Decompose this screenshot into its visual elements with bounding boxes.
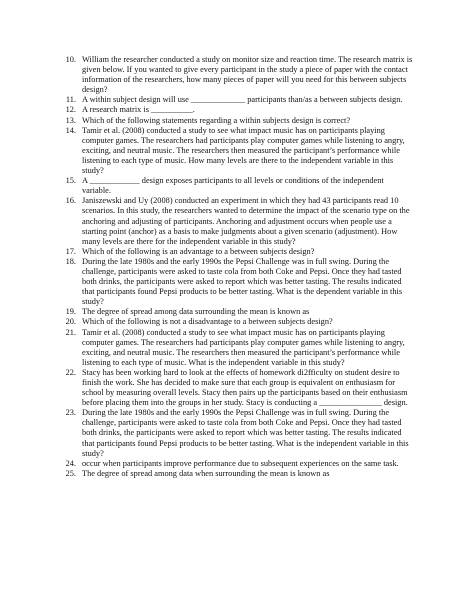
question-text: William the researcher conducted a study on monitor size and reaction time. The research matrix is given below. If you wanted to give every participant in the study a piece of paper with the contact information of the researchers, how many pieces of paper will you need for this between subjects design?	[82, 55, 413, 95]
question-text: A within subject design will use _____________ participants than/as a between subjects design.	[82, 95, 403, 105]
question-item	[58, 459, 414, 469]
question-item	[58, 116, 414, 126]
question-number: 22.	[65, 367, 76, 377]
question-number: 12.	[65, 105, 76, 115]
question-text: Janiszewski and Uy (2008) conducted an experiment in which they had 43 participants read 10 scenarios. In this study, the researchers wanted to determine the impact of the scenario type on the anchoring and adjusting of participants. Anchoring and adjustment occurs when people use a starting point (anchor) as a basis to make judgments about a given scenario (adjustment). How many levels are there for the independent variable in this study?	[82, 196, 410, 246]
question-item	[58, 176, 414, 196]
question-number: 23.	[65, 408, 76, 418]
question-text: A ____________ design exposes participants to all levels or conditions of the independent variable.	[82, 176, 384, 196]
question-item	[58, 247, 414, 257]
question-number: 13.	[65, 115, 76, 125]
question-text: A research matrix is __________.	[82, 105, 195, 115]
question-number: 11.	[65, 95, 76, 105]
question-item	[58, 95, 414, 105]
question-number: 16.	[65, 196, 76, 206]
question-number: 10.	[65, 55, 76, 64]
question-number: 19.	[65, 307, 76, 317]
question-text: occur when participants improve performance due to subsequent experiences on the same task.	[82, 458, 399, 468]
question-text: Which of the following is not a disadvantage to a between subjects design?	[82, 317, 333, 327]
question-number: 17.	[65, 246, 76, 256]
question-text: Stacy has been working hard to look at the effects of homework di2fficulty on student desire to finish the work. She has decided to make sure that each group is equivalent on enthusiasm for school by measuring overall levels. Stacy then pairs up the participants based on their enthusiasm before placing them into the groups in her study. Stacy is conducting a _______________ design.	[82, 367, 408, 408]
question-item	[58, 257, 414, 307]
question-item	[58, 196, 414, 246]
question-number: 15.	[65, 176, 76, 186]
question-text: Which of the following is an advantage to a between subjects design?	[82, 246, 315, 256]
question-text: Tamir et al. (2008) conducted a study to see what impact music has on participants playing computer games. The researchers had participants play computer games while listening to angry, exciting, and neutral music. The researchers then measured the participant’s performance while listening to each type of music. How many levels are there to the independent variable in this study?	[82, 125, 405, 176]
question-text: During the late 1980s and the early 1990s the Pepsi Challenge was in full swing. During the challenge, participants were asked to taste cola from both Coke and Pepsi. Once they had tasted both drinks, the participants were asked to report which was better tasting. The results indicated that participants found Pepsi products to be better tasting. What is the dependent variable in this study?	[82, 256, 403, 307]
question-number: 21.	[65, 327, 76, 337]
question-number: 20.	[65, 317, 76, 327]
question-number: 14.	[65, 125, 76, 135]
question-text: The degree of spread among data when surrounding the mean is known as	[82, 468, 330, 478]
question-item	[58, 307, 414, 317]
question-list	[58, 55, 414, 479]
question-text: Tamir et al. (2008) conducted a study to see what impact music has on participants playing computer games. The researchers had participants play computer games while listening to angry, exciting, and neutral music. The researchers then measured the participant’s performance while listening to each type of music. What is the independent variable in this study?	[82, 327, 405, 367]
question-item	[58, 328, 414, 368]
question-item	[58, 368, 414, 408]
question-number: 18.	[65, 256, 76, 266]
question-item	[58, 408, 414, 458]
question-item	[58, 105, 414, 115]
question-number: 25.	[65, 468, 76, 478]
question-text: During the late 1980s and the early 1990s the Pepsi Challenge was in full swing. During the challenge, participants were asked to taste cola from both Coke and Pepsi. Once they had tasted both drinks, the participants were asked to report which was better tasting. The results indicated that participants found Pepsi products to be better tasting. What is the independent variable in this study?	[82, 408, 409, 458]
question-item	[58, 55, 414, 95]
question-item	[58, 469, 414, 479]
question-item	[58, 317, 414, 327]
question-text: The degree of spread among data surrounding the mean is known as	[82, 307, 310, 317]
question-item	[58, 126, 414, 176]
question-number: 24.	[65, 458, 76, 468]
question-text: Which of the following statements regarding a within subjects design is correct?	[82, 115, 351, 125]
